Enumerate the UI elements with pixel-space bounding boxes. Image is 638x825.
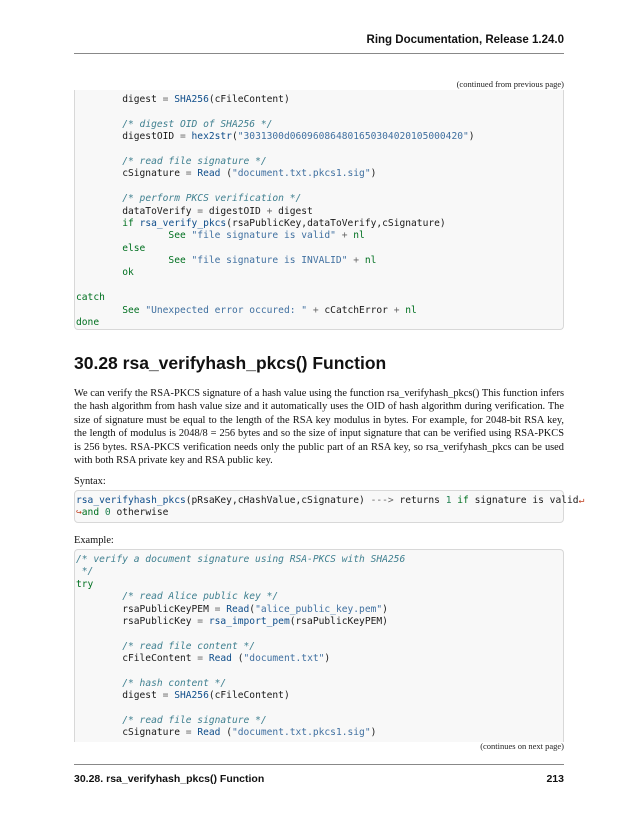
code-token: See <box>168 230 186 242</box>
code-token: /* read file signature */ <box>122 715 267 727</box>
code-token: ---> <box>370 495 394 506</box>
code-token: nl <box>353 230 365 242</box>
code-line <box>76 591 563 603</box>
code-line <box>76 628 563 640</box>
code-token: (pRsaKey,cHashValue,cSignature) <box>185 495 371 506</box>
code-token: /* hash content */ <box>122 677 227 689</box>
code-token: done <box>76 317 100 329</box>
code-token: (cFileContent) <box>208 94 290 105</box>
code-token: = <box>179 131 186 143</box>
code-token: ↵ <box>578 495 585 506</box>
code-token: = <box>185 727 192 739</box>
example-code-block <box>74 549 564 742</box>
code-token: "alice_public_key.pem" <box>255 603 383 615</box>
code-token: "document.txt.pkcs1.sig" <box>231 168 371 180</box>
code-token: = <box>162 690 169 702</box>
code-line <box>76 106 563 118</box>
code-token: ) <box>382 603 388 615</box>
code-token: /* read file content */ <box>122 640 256 652</box>
code-token <box>76 156 122 167</box>
code-token: ok <box>122 267 134 279</box>
code-token: if <box>457 495 469 506</box>
code-token: hex2str <box>191 131 232 143</box>
code-token <box>76 591 122 602</box>
code-token: ( <box>220 168 232 180</box>
code-token: Read <box>197 727 221 739</box>
code-token: cSignature <box>76 168 186 180</box>
code-line <box>76 218 563 230</box>
code-line <box>76 317 563 329</box>
code-token: nl <box>405 304 417 316</box>
section-paragraph: We can verify the RSA-PKCS signature of a hash value using the function rsa_verifyhash_pkcs() This function infers the hash algorithm from hash value size and it automatically uses the OID of hash algorithm during verification. The size of signature must be equal to the length of the RSA key modulus in bytes. For example, for 2048-bit RSA key, the length of modulus is 2048/8 = 256 bytes and so the size of input signature that can be verified using RSA-PKCS is 256 bytes. RSA-PKCS verification needs only the public part of an RSA key, so rsa_verifyhash_pkcs can be used with both RSA private key and RSA public key. <box>74 388 564 467</box>
code-token: digest <box>272 205 313 217</box>
code-token <box>76 255 168 266</box>
code-token: ( <box>231 653 244 665</box>
running-header-title: Ring Documentation, Release 1.24.0 <box>366 34 564 46</box>
code-token: if <box>122 217 134 229</box>
code-token <box>76 218 122 229</box>
code-token: 1 <box>445 495 452 506</box>
code-token: ) <box>468 131 475 143</box>
header-divider <box>74 53 564 54</box>
code-line <box>76 616 563 628</box>
code-line <box>76 653 563 665</box>
code-token: (rsaPublicKey,dataToVerify,cSignature) <box>226 217 446 229</box>
code-token <box>76 305 122 316</box>
code-token: See <box>168 255 186 267</box>
footer-section: 30.28. rsa_verifyhash_pkcs() Function <box>74 773 265 785</box>
code-line <box>76 666 563 678</box>
code-line <box>76 703 563 715</box>
code-token: "file signature is valid" <box>191 230 336 242</box>
code-token: digest <box>76 690 163 702</box>
code-token: /* read Alice public key */ <box>122 591 279 603</box>
code-token: Read <box>226 603 250 615</box>
code-token: */ <box>76 566 94 578</box>
code-token: dataToVerify <box>76 205 198 217</box>
code-token: "Unexpected error occured: " <box>145 304 308 316</box>
code-token <box>76 119 122 130</box>
code-token <box>76 230 168 241</box>
section-title: rsa_verifyhash_pkcs() Function <box>122 353 387 373</box>
code-token: ) <box>370 168 377 180</box>
code-token: try <box>76 578 94 590</box>
code-token: /* perform PKCS verification */ <box>122 193 302 205</box>
code-token: See <box>122 304 140 316</box>
code-line <box>76 243 563 255</box>
code-token: /* verify a document signature using RSA-PKCS with SHA256 <box>76 554 406 565</box>
code-token: signature is valid <box>468 495 579 506</box>
code-token: cFileContent <box>76 653 198 665</box>
code-line <box>76 641 563 653</box>
code-line <box>76 230 563 242</box>
code-token: otherwise <box>110 507 169 519</box>
code-token: = <box>197 615 204 627</box>
code-token: "3031300d060960864801650304020105000420" <box>237 131 469 143</box>
continues-on-note: (continues on next page) <box>480 741 564 751</box>
code-token: digestOID <box>76 131 180 143</box>
code-line <box>76 604 563 616</box>
code-token: Read <box>197 168 221 180</box>
code-token: ( <box>231 131 238 143</box>
code-token: + <box>353 255 360 267</box>
code-line <box>76 144 563 156</box>
code-token: "document.txt" <box>243 653 325 665</box>
code-line <box>76 579 563 591</box>
code-token: ( <box>220 727 232 739</box>
code-token: ( <box>249 603 256 615</box>
code-token: + <box>312 304 319 316</box>
code-line <box>76 206 563 218</box>
code-token: rsaPublicKeyPEM <box>76 603 215 615</box>
code-token: returns <box>393 495 446 506</box>
code-token: "document.txt.pkcs1.sig" <box>231 727 371 739</box>
code-line <box>76 495 585 507</box>
code-token <box>76 715 122 726</box>
code-token: (rsaPublicKeyPEM) <box>289 615 388 627</box>
code-token: SHA256 <box>174 94 209 105</box>
code-token: and <box>81 507 100 519</box>
code-token: = <box>197 205 204 217</box>
code-token: ) <box>324 653 331 665</box>
code-token: = <box>162 94 169 105</box>
code-token: catch <box>76 292 105 304</box>
code-token <box>76 243 122 254</box>
code-token: digestOID <box>203 205 267 217</box>
continued-from-note: (continued from previous page) <box>456 79 564 89</box>
code-token: rsa_verifyhash_pkcs <box>76 495 186 506</box>
syntax-label: Syntax: <box>74 476 106 487</box>
code-line <box>76 156 563 168</box>
code-token: /* read file signature */ <box>122 155 267 167</box>
code-line <box>76 168 563 180</box>
code-token: + <box>393 304 400 316</box>
code-line <box>76 715 563 727</box>
section-number: 30.28 <box>74 353 118 373</box>
code-line <box>76 280 563 292</box>
code-token: + <box>266 205 273 217</box>
code-line <box>76 554 563 566</box>
code-token: ) <box>370 727 377 739</box>
code-line <box>76 292 563 304</box>
code-line <box>76 131 563 143</box>
code-token: rsa_verify_pkcs <box>139 217 227 229</box>
code-token <box>76 193 122 204</box>
code-line <box>76 727 563 739</box>
code-line <box>76 181 563 193</box>
code-line <box>76 690 563 702</box>
code-token <box>76 641 122 652</box>
page-number: 213 <box>546 773 564 785</box>
code-token: = <box>197 653 204 665</box>
code-token: SHA256 <box>174 690 209 702</box>
code-token: Read <box>208 653 232 665</box>
section-heading <box>74 353 386 374</box>
code-token: digest <box>76 94 163 105</box>
code-line <box>76 94 563 106</box>
code-token: ↪ <box>76 507 82 519</box>
code-token: cSignature <box>76 727 186 739</box>
code-token: nl <box>364 255 377 267</box>
code-token: rsa_import_pem <box>208 615 290 627</box>
code-line <box>76 193 563 205</box>
code-token: cCatchError <box>318 304 394 316</box>
code-token: + <box>341 230 348 242</box>
syntax-code-block <box>74 490 585 523</box>
code-token: "file signature is INVALID" <box>191 255 348 267</box>
code-token: = <box>185 168 192 180</box>
footer-divider <box>74 764 564 765</box>
code-token <box>76 267 122 278</box>
code-token: else <box>122 242 146 254</box>
code-line <box>76 255 563 267</box>
code-token: /* digest OID of SHA256 */ <box>122 118 273 130</box>
code-line <box>76 305 563 317</box>
code-line <box>76 119 563 131</box>
code-token <box>76 678 122 689</box>
code-line <box>76 267 563 279</box>
code-token: (cFileContent) <box>208 690 290 702</box>
code-line <box>76 566 563 578</box>
code-block-continued <box>74 90 564 330</box>
code-token: = <box>214 603 221 615</box>
example-label: Example: <box>74 535 114 546</box>
code-line <box>76 507 563 519</box>
code-line <box>76 678 563 690</box>
code-token: rsaPublicKey <box>76 615 198 627</box>
code-token: 0 <box>104 507 111 519</box>
